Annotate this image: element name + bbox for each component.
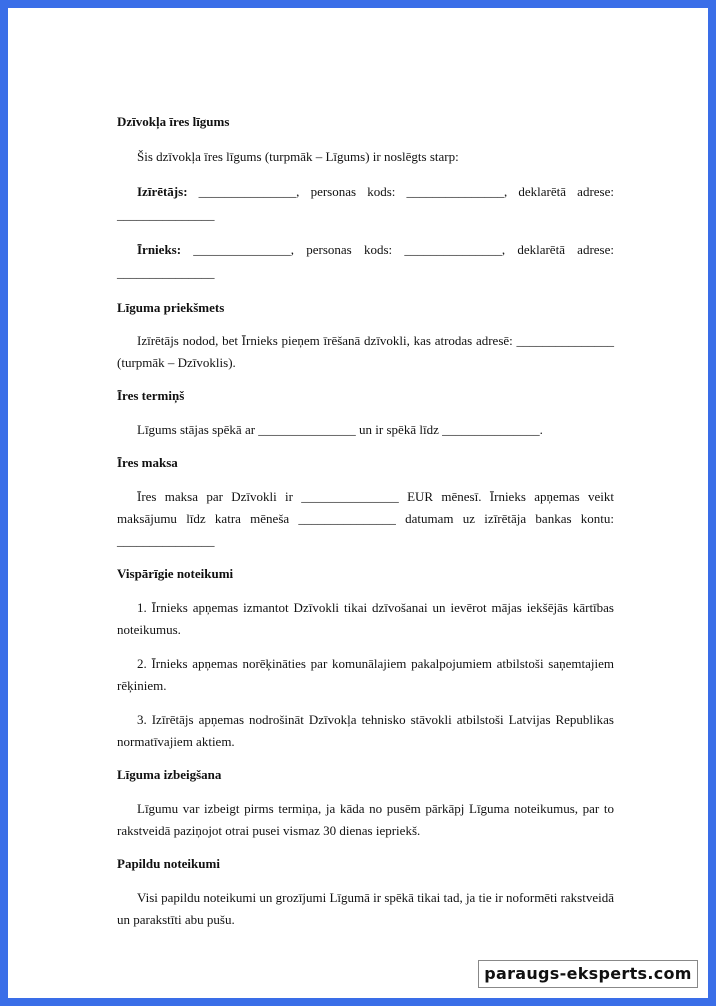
- section-heading: Vispārīgie noteikumi: [117, 566, 234, 581]
- tenant-text: _______________, personas kods: _______________, deklarētā adrese: _______________: [117, 242, 614, 280]
- section-paragraph: Līgums stājas spēkā ar _______________ un ir spēkā līdz _______________.: [137, 422, 543, 437]
- section-heading: Īres maksa: [117, 455, 178, 470]
- brand-watermark[interactable]: paraugs-eksperts.com: [478, 960, 698, 988]
- section-heading: Īres termiņš: [117, 388, 185, 403]
- landlord-text: _______________, personas kods: _______________, deklarētā adrese: _______________: [117, 184, 614, 222]
- section-heading: Līguma priekšmets: [117, 300, 225, 315]
- tenant-paragraph: [117, 238, 614, 284]
- section-paragraph: Izīrētājs nodod, bet Īrnieks pieņem īrēšanā dzīvokli, kas atrodas adresē: _______________ (turpmāk – Dzīvoklis).: [117, 333, 614, 370]
- document-title: Dzīvokļa īres līgums: [117, 114, 230, 129]
- list-item: 1. Īrnieks apņemas izmantot Dzīvokli tikai dzīvošanai un ievērot mājas iekšējās kārtības noteikumus.: [117, 600, 614, 637]
- list-item: 3. Izīrētājs apņemas nodrošināt Dzīvokļa tehnisko stāvokli atbilstoši Latvijas Republikas normatīvajiem aktiem.: [117, 712, 614, 749]
- landlord-paragraph: [117, 180, 614, 226]
- section-paragraph: Līgumu var izbeigt pirms termiņa, ja kāda no pusēm pārkāpj Līguma noteikumus, par to rakstveidā paziņojot otrai pusei vismaz 30 dienas iepriekš.: [117, 801, 614, 838]
- tenant-label: Īrnieks:: [137, 242, 182, 257]
- section-paragraph: Visi papildu noteikumi un grozījumi Līgumā ir spēkā tikai tad, ja tie ir noformēti rakstveidā un parakstīti abu pušu.: [117, 890, 614, 927]
- section-heading: Līguma izbeigšana: [117, 767, 222, 782]
- section-paragraph: Īres maksa par Dzīvokli ir _______________ EUR mēnesī. Īrnieks apņemas veikt maksājumu līdz katra mēneša _______________ datumam uz izīrētāja bankas kontu: _______________: [117, 489, 614, 548]
- intro-paragraph: Šis dzīvokļa īres līgums (turpmāk – Līgums) ir noslēgts starp:: [137, 149, 459, 164]
- section-heading: Papildu noteikumi: [117, 856, 220, 871]
- list-item: 2. Īrnieks apņemas norēķināties par komunālajiem pakalpojumiem atbilstoši saņemtajiem rēķiniem.: [117, 656, 614, 693]
- document-page: [117, 112, 614, 931]
- landlord-label: Izīrētājs:: [137, 184, 188, 199]
